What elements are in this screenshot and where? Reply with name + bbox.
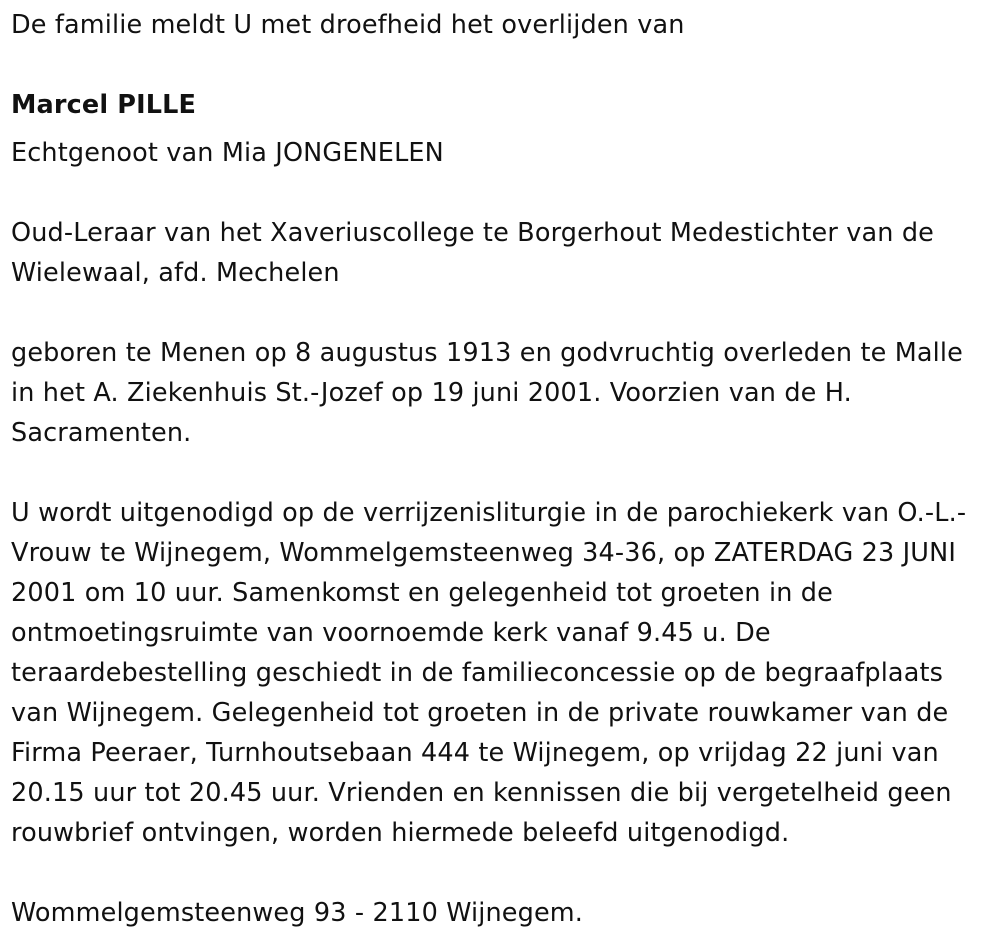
deceased-name: Marcel PILLE — [11, 90, 197, 120]
family-address: Wommelgemsteenweg 93 - 2110 Wijnegem. — [11, 898, 584, 928]
ceremony-paragraph: U wordt uitgenodigd op de verrijzenisliturgie in de parochiekerk van O.-L.-Vrouw te Wijnegem, Wommelgemsteenweg 34-36, op ZATERDAG 23 JUNI 2001 om 10 uur. Samenkomst en gelegenheid tot groeten in de ontmoetingsruimte van voornoemde kerk vanaf 9.45 u. De teraardebestelling geschiedt in de familieconcessie op de begraafplaats van Wijnegem. Gelegenheid tot groeten in de private rouwkamer van de Firma Peeraer, Turnhoutsebaan 444 te Wijnegem, op vrijdag 22 juni van 20.15 uur tot 20.45 uur. Vrienden en kennissen die bij vergetelheid geen rouwbrief ontvingen, worden hiermede beleefd uitgenodigd. — [11, 498, 967, 848]
occupation-paragraph: Oud-Leraar van het Xaveriuscollege te Borgerhout Medestichter van de Wielewaal, afd. Mechelen — [11, 218, 934, 288]
spouse-line: Echtgenoot van Mia JONGENELEN — [11, 138, 444, 168]
birth-death-paragraph: geboren te Menen op 8 augustus 1913 en godvruchtig overleden te Malle in het A. Ziekenhuis St.-Jozef op 19 juni 2001. Voorzien van de H. Sacramenten. — [11, 338, 963, 448]
intro-text: De familie meldt U met droefheid het overlijden van — [11, 10, 685, 40]
